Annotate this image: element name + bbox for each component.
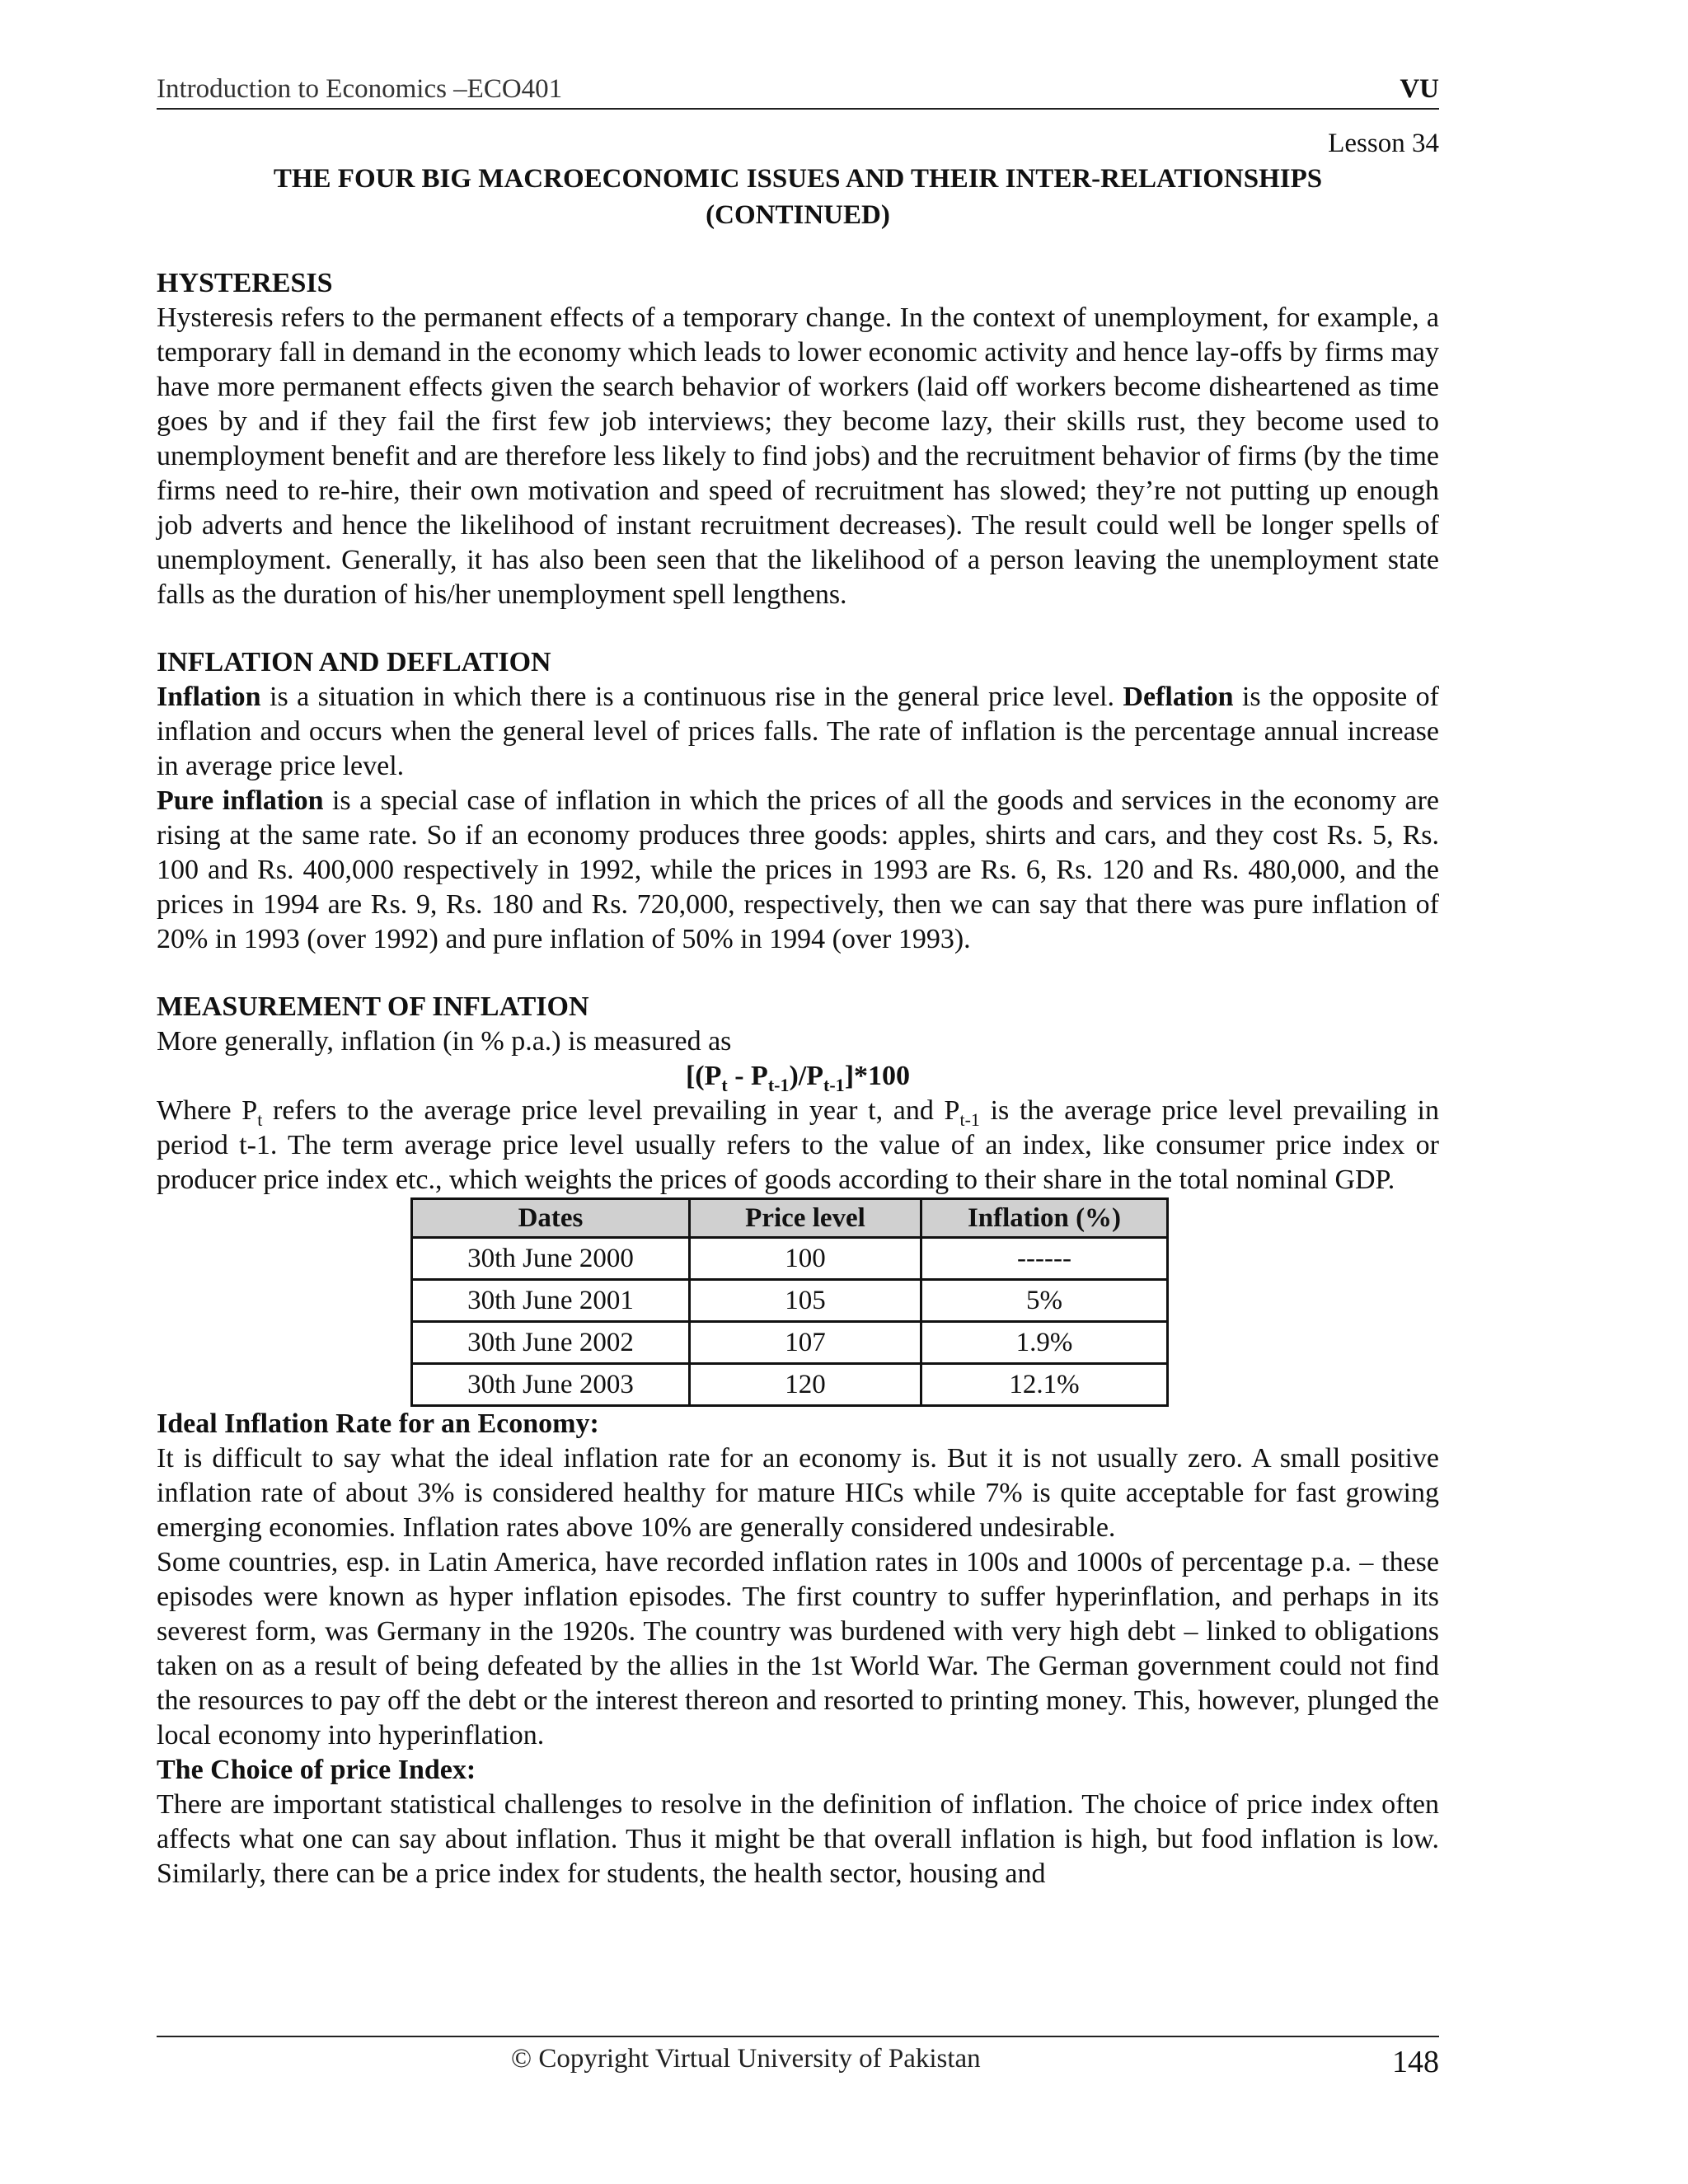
hysteresis-heading: HYSTERESIS (157, 268, 333, 298)
hysteresis-paragraph: Hysteresis refers to the permanent effects of a temporary change. In the context of unemployment, for example, a temporary fall in demand in the economy which leads to lower economic activity and hence lay-offs by firms may have more permanent effects given the search behavior of workers (laid off workers become disheartened as time goes by and if they fail the first few job interviews; they become lazy, their skills rust, they become used to unemployment benefit and are therefore less likely to find jobs) and the recruitment behavior of firms (by the time firms need to re-hire, their own motivation and speed of recruitment has slowed; they’re not putting up enough job adverts and hence the likelihood of instant recruitment decreases). The result could well be longer spells of unemployment. Generally, it has also been seen that the likelihood of a person leaving the unemployment state falls as the duration of his/her unemployment spell lengthens. (157, 302, 1439, 610)
inflation-paragraph: Inflation is a situation in which there is a continuous rise in the general price level. Deflation is the opposite of inflation and occurs when the general level of prices falls. The rate of inflation is the percentage annual increase in average price level. (157, 682, 1439, 781)
table-cell: ------ (921, 1238, 1168, 1280)
ideal-inflation-paragraph-2: Some countries, esp. in Latin America, have recorded inflation rates in 100s and 1000s of percentage p.a. – these episodes were known as hyper inflation episodes. The first country to suffer hyperinflation, and perhaps in its severest form, was Germany in the 1920s. The country was burdened with very high debt – linked to obligations taken on as a result of being defeated by the allies in the 1st World War. The German government could not find the resources to pay off the debt or the interest thereon and resorted to printing money. This, however, plunged the local economy into hyperinflation. (157, 1547, 1439, 1750)
measurement-intro: More generally, inflation (in % p.a.) is measured as (157, 1026, 732, 1057)
column-header-inflation: Inflation (%) (921, 1199, 1168, 1238)
ideal-inflation-heading: Ideal Inflation Rate for an Economy: (157, 1408, 599, 1439)
column-header-price-level: Price level (690, 1199, 921, 1238)
course-title: Introduction to Economics –ECO401 (157, 74, 563, 104)
price-index-paragraph: There are important statistical challenges to resolve in the definition of inflation. The choice of price index often affects what one can say about inflation. Thus it might be that overall inflation is high, but food inflation is low. Similarly, there can be a price index for students, the health sector, housing and (157, 1789, 1439, 1889)
table-cell: 12.1% (921, 1364, 1168, 1406)
term-inflation: Inflation (157, 682, 261, 712)
table-cell: 5% (921, 1280, 1168, 1322)
institution-label: VU (1400, 74, 1439, 104)
lesson-number: Lesson 34 (1328, 129, 1439, 158)
ideal-inflation-paragraph-1: It is difficult to say what the ideal inflation rate for an economy is. But it is not usually zero. A small positive inflation rate of about 3% is considered healthy for mature HICs while 7% is quite acceptable for fast growing emerging economies. Inflation rates above 10% are generally considered undesirable. (157, 1443, 1439, 1543)
inflation-heading: INFLATION AND DEFLATION (157, 647, 551, 677)
inflation-formula: $[(P_t - P_{t-1})/P_{t-1}]*100$ (685, 1061, 911, 1095)
table-cell: 107 (690, 1322, 921, 1364)
table-cell: 30th June 2003 (412, 1364, 690, 1406)
measurement-heading: MEASUREMENT OF INFLATION (157, 991, 589, 1022)
page-header (157, 74, 1439, 110)
page-footer (157, 2036, 1439, 2087)
inflation-table (410, 1197, 1169, 1407)
table-row (412, 1280, 1168, 1322)
table-cell: 30th June 2000 (412, 1238, 690, 1280)
term-pure-inflation: Pure inflation (157, 785, 324, 816)
pure-inflation-paragraph: Pure inflation is a special case of inflation in which the prices of all the goods and services in the economy are rising at the same rate. So if an economy produces three goods: apples, shirts and cars, and they cost Rs. 5, Rs. 100 and Rs. 400,000 respectively in 1992, while the prices in 1993 are Rs. 6, Rs. 120 and Rs. 480,000, and the prices in 1994 are Rs. 9, Rs. 180 and Rs. 720,000, respectively, then we can say that there was pure inflation of 20% in 1993 (over 1992) and pure inflation of 50% in 1994 (over 1993). (157, 785, 1440, 954)
page-title-line-1: THE FOUR BIG MACROECONOMIC ISSUES AND THEIR INTER-RELATIONSHIPS (273, 164, 1323, 194)
page-number: 148 (1392, 2045, 1439, 2079)
copyright-notice: © Copyright Virtual University of Pakistan (511, 2044, 981, 2074)
table-cell: 1.9% (921, 1322, 1168, 1364)
table-cell: 120 (690, 1364, 921, 1406)
table-cell: 30th June 2002 (412, 1322, 690, 1364)
table-row (412, 1238, 1168, 1280)
document-page (157, 74, 1439, 1891)
term-deflation: Deflation (1123, 682, 1234, 712)
table-cell: 30th June 2001 (412, 1280, 690, 1322)
table-row (412, 1322, 1168, 1364)
formula-explanation: Where $P_t$ refers to the average price level prevailing in year t, and $P_{t-1}$ is the average price level prevailing in period t-1. The term average price level usually refers to the value of an index, like consumer price index or producer price index etc., which weights the prices of goods according to their share in the total nominal GDP. (157, 1095, 1439, 1195)
table-cell: 105 (690, 1280, 921, 1322)
page-title-line-2: (CONTINUED) (706, 200, 890, 230)
table-cell: 100 (690, 1238, 921, 1280)
table-header-row (412, 1199, 1168, 1238)
table-row (412, 1364, 1168, 1406)
column-header-dates: Dates (412, 1199, 690, 1238)
price-index-heading: The Choice of price Index: (157, 1755, 476, 1785)
